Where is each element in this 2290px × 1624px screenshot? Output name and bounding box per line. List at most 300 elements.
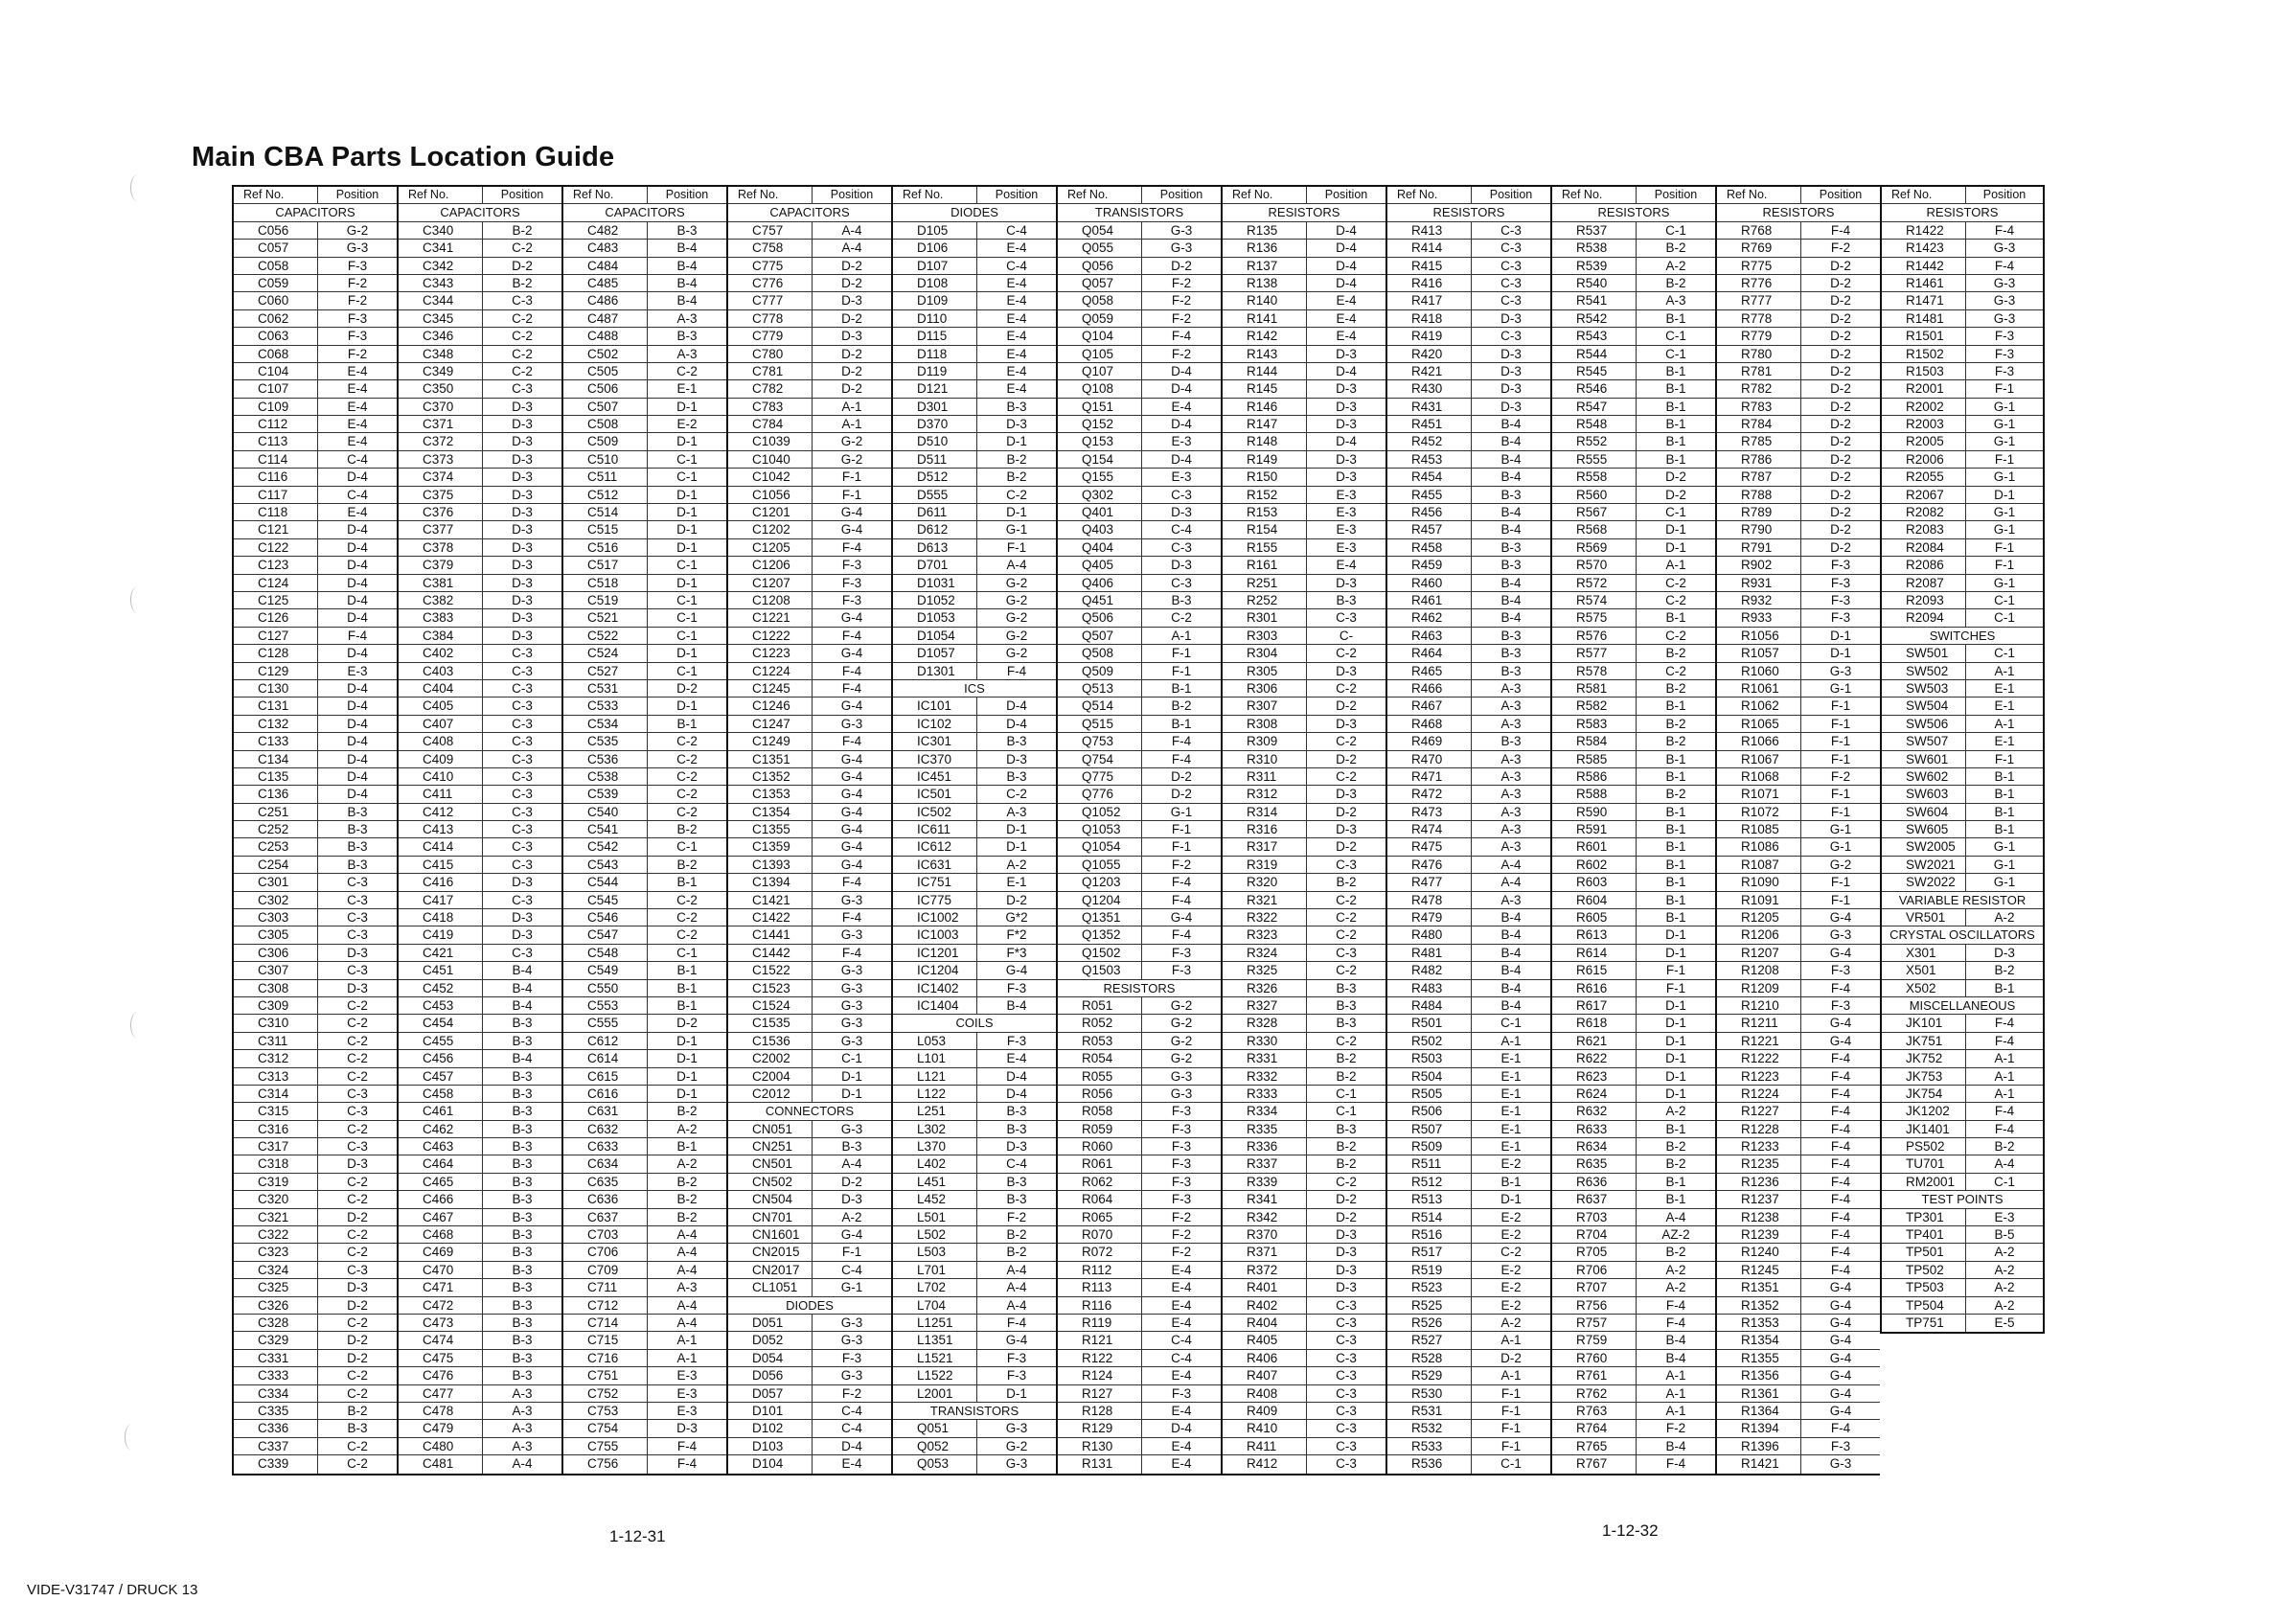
- position: F-3: [1171, 1139, 1192, 1155]
- ref-no: TU701: [1882, 1155, 1966, 1172]
- table-row: [399, 1015, 561, 1032]
- position: F-4: [1994, 222, 2015, 238]
- position: D-2: [1830, 293, 1851, 309]
- position: D-1: [1006, 1385, 1027, 1401]
- position: C-3: [512, 822, 533, 837]
- ref-no: C543: [563, 857, 648, 873]
- parts-column: [726, 185, 891, 1475]
- ref-no: R1066: [1717, 733, 1801, 749]
- position: C-2: [676, 768, 698, 784]
- position: B-4: [676, 275, 698, 290]
- ref-no: R621: [1552, 1033, 1637, 1049]
- ref-no: R789: [1717, 504, 1801, 520]
- ref-no: C125: [234, 592, 318, 608]
- ref-no: C709: [563, 1262, 648, 1278]
- position: F-3: [1006, 1033, 1027, 1048]
- ref-no: JK1202: [1882, 1103, 1966, 1119]
- position: B-4: [1665, 1333, 1686, 1348]
- position: C-2: [1336, 1174, 1357, 1189]
- ref-no: C303: [234, 909, 318, 926]
- table-row: [234, 433, 397, 450]
- table-row: [1223, 363, 1385, 380]
- table-row: [1058, 1015, 1221, 1032]
- table-row: [1058, 1262, 1221, 1279]
- table-row: [728, 1262, 891, 1279]
- ref-no: D370: [893, 416, 977, 432]
- ref-no: R476: [1387, 857, 1472, 873]
- position: A-4: [1006, 558, 1027, 573]
- position: C-3: [512, 734, 533, 749]
- position: D-1: [676, 434, 698, 449]
- table-row: [563, 804, 726, 821]
- table-row: [1552, 504, 1715, 521]
- position: C-1: [1336, 1104, 1357, 1119]
- position: G-2: [1170, 1033, 1193, 1048]
- position: D-3: [347, 1156, 368, 1172]
- table-row: [1387, 821, 1550, 838]
- ref-no: R1364: [1717, 1403, 1801, 1419]
- table-row: [1717, 926, 1880, 944]
- position: G-3: [1170, 1086, 1193, 1101]
- position: F-4: [1006, 663, 1027, 678]
- table-row: [1387, 628, 1550, 645]
- table-row: [563, 1315, 726, 1332]
- ref-no: R061: [1058, 1155, 1142, 1172]
- position: A-2: [841, 1209, 862, 1224]
- position: A-3: [512, 1438, 533, 1453]
- position: C-1: [676, 945, 698, 960]
- position: B-2: [676, 1174, 698, 1189]
- table-row: [893, 962, 1056, 979]
- table-row: [1387, 451, 1550, 469]
- position: D-2: [347, 1297, 368, 1313]
- position: D-2: [841, 275, 862, 290]
- ref-no: CL1051: [728, 1279, 813, 1295]
- position: D-4: [1336, 275, 1357, 290]
- position: C-3: [1500, 329, 1522, 344]
- position: C-2: [676, 734, 698, 749]
- ref-no: R780: [1717, 346, 1801, 362]
- table-row: [1882, 857, 2043, 874]
- ref-no: R420: [1387, 346, 1472, 362]
- ref-no: R512: [1387, 1174, 1472, 1190]
- ref-no: R060: [1058, 1138, 1142, 1155]
- ref-no: C410: [399, 768, 483, 785]
- table-row: [563, 1438, 726, 1455]
- table-row: [1223, 1050, 1385, 1067]
- table-row: [1552, 1174, 1715, 1191]
- ref-no: C467: [399, 1209, 483, 1225]
- position: G-3: [840, 963, 863, 978]
- table-row: [234, 399, 397, 416]
- table-row: [563, 962, 726, 979]
- ref-no: Q056: [1058, 258, 1142, 274]
- ref-no: C715: [563, 1332, 648, 1348]
- table-row: [1058, 275, 1221, 292]
- table-row: [1387, 733, 1550, 750]
- ref-no: R1067: [1717, 751, 1801, 767]
- ref-no: C635: [563, 1174, 648, 1190]
- position: B-3: [512, 1315, 533, 1330]
- parts-column: [1056, 185, 1221, 1475]
- ref-no: L122: [893, 1086, 977, 1102]
- position: B-2: [1336, 875, 1357, 890]
- table-row: [1882, 363, 2043, 380]
- ref-no: R481: [1387, 945, 1472, 961]
- position: C-1: [1665, 329, 1686, 344]
- table-row: [399, 1244, 561, 1261]
- position: F-4: [1006, 1315, 1027, 1330]
- position: D-2: [1830, 258, 1851, 273]
- ref-no: R578: [1552, 663, 1637, 679]
- table-row: [399, 1455, 561, 1473]
- ref-no: Q514: [1058, 698, 1142, 714]
- ref-no: R1351: [1717, 1279, 1801, 1295]
- position: B-3: [512, 1209, 533, 1224]
- table-row: [1717, 592, 1880, 609]
- table-row: [1058, 592, 1221, 609]
- ref-no: R1423: [1882, 240, 1966, 256]
- ref-no: R430: [1387, 380, 1472, 397]
- ref-no: R119: [1058, 1315, 1142, 1331]
- ref-no: R341: [1223, 1191, 1307, 1207]
- ref-no: C547: [563, 926, 648, 943]
- position: E-4: [1006, 381, 1027, 397]
- table-row: [1717, 1068, 1880, 1086]
- table-row: [1223, 504, 1385, 521]
- position: D-3: [347, 945, 368, 960]
- section-heading: [1882, 997, 2043, 1015]
- table-row: [728, 240, 891, 257]
- table-row: [893, 628, 1056, 645]
- position: F-4: [1830, 1192, 1851, 1207]
- position: B-2: [1336, 1139, 1357, 1155]
- position: B-3: [512, 1104, 533, 1119]
- position: B-2: [676, 1192, 698, 1207]
- table-row: [893, 557, 1056, 574]
- position: B-3: [1500, 663, 1522, 678]
- position: G-3: [840, 1016, 863, 1031]
- table-row: [1882, 258, 2043, 275]
- table-row: [1552, 698, 1715, 715]
- position: F-3: [1171, 963, 1192, 978]
- ref-no: L1251: [893, 1315, 977, 1331]
- position: B-3: [1500, 628, 1522, 643]
- position: B-3: [512, 1139, 533, 1155]
- position: A-1: [1500, 1333, 1522, 1348]
- ref-no: SW602: [1882, 768, 1966, 785]
- position: C-2: [347, 1368, 368, 1384]
- table-row: [1552, 575, 1715, 592]
- ref-no: JK753: [1882, 1068, 1966, 1085]
- position: A-1: [1665, 1403, 1686, 1418]
- position: C-3: [1336, 1333, 1357, 1348]
- table-row: [1223, 416, 1385, 433]
- ref-no: SW502: [1882, 663, 1966, 679]
- table-row: [1058, 222, 1221, 240]
- table-row: [1387, 1385, 1550, 1403]
- table-row: [728, 1438, 891, 1455]
- table-row: [1223, 768, 1385, 786]
- ref-no: C308: [234, 980, 318, 996]
- ref-no: R706: [1552, 1262, 1637, 1278]
- position: F-3: [347, 258, 368, 273]
- ref-no: C476: [399, 1367, 483, 1384]
- ref-no: R138: [1223, 275, 1307, 291]
- ref-no: C348: [399, 346, 483, 362]
- ref-no: R786: [1717, 451, 1801, 468]
- ref-no: Q776: [1058, 786, 1142, 802]
- table-row: [1387, 1367, 1550, 1384]
- ref-no: C515: [563, 521, 648, 538]
- ref-no: C1202: [728, 521, 813, 538]
- table-row: [1058, 1350, 1221, 1367]
- table-row: [1882, 1121, 2043, 1138]
- position: D-4: [347, 522, 368, 538]
- ref-no: D054: [728, 1350, 813, 1366]
- table-row: [1552, 751, 1715, 768]
- ref-no: R785: [1717, 433, 1801, 449]
- ref-no: C781: [728, 363, 813, 379]
- ref-no: R560: [1552, 487, 1637, 503]
- section-heading: [399, 204, 561, 221]
- position: D-2: [1830, 399, 1851, 414]
- table-row: [234, 1438, 397, 1455]
- ref-no: R332: [1223, 1068, 1307, 1085]
- ref-no: Q1503: [1058, 962, 1142, 978]
- table-row: [234, 838, 397, 856]
- position: D-4: [1336, 363, 1357, 378]
- table-row: [1552, 557, 1715, 574]
- table-row: [1387, 346, 1550, 363]
- position: D-3: [841, 1192, 862, 1207]
- table-row: [893, 1155, 1056, 1173]
- ref-no: R121: [1058, 1332, 1142, 1348]
- table-row: [728, 1279, 891, 1296]
- position: E-4: [347, 381, 368, 397]
- position: B-4: [1500, 469, 1522, 485]
- position: F-2: [1171, 346, 1192, 361]
- position: D-3: [512, 592, 533, 607]
- ref-no: R762: [1552, 1385, 1637, 1402]
- position: C-2: [1336, 892, 1357, 907]
- ref-no: L1521: [893, 1350, 977, 1366]
- position: D-1: [1665, 539, 1686, 555]
- ref-no: C381: [399, 575, 483, 591]
- position: D-2: [1830, 434, 1851, 449]
- position: D-2: [1500, 1350, 1522, 1365]
- ref-no: C505: [563, 363, 648, 379]
- ref-no: C316: [234, 1121, 318, 1137]
- position: A-3: [1500, 716, 1522, 731]
- section-label: TRANSISTORS: [1094, 205, 1184, 220]
- ref-no: C542: [563, 838, 648, 855]
- ref-no: R617: [1552, 997, 1637, 1014]
- table-row: [1882, 786, 2043, 803]
- ref-no: R402: [1223, 1297, 1307, 1314]
- position-header: Position: [995, 188, 1039, 201]
- ref-no: C1247: [728, 716, 813, 732]
- position: D-4: [347, 646, 368, 661]
- ref-no: R1394: [1717, 1420, 1801, 1436]
- table-row: [1387, 557, 1550, 574]
- ref-no: C062: [234, 310, 318, 327]
- table-row: [1223, 380, 1385, 398]
- table-row: [1717, 1403, 1880, 1420]
- ref-no: R130: [1058, 1438, 1142, 1454]
- table-row: [1058, 680, 1221, 698]
- ref-no: Q051: [893, 1420, 977, 1436]
- position: A-3: [1006, 804, 1027, 819]
- position: G-1: [1993, 839, 2016, 855]
- ref-no: IC370: [893, 751, 977, 767]
- position: B-3: [1336, 1016, 1357, 1031]
- position: A-1: [676, 1333, 698, 1348]
- position: D-2: [1171, 258, 1192, 273]
- table-row: [399, 1209, 561, 1226]
- ref-no: R775: [1717, 258, 1801, 274]
- position: D-4: [1336, 240, 1357, 256]
- position: D-2: [1336, 698, 1357, 714]
- ref-no: R465: [1387, 663, 1472, 679]
- ref-no: R1239: [1717, 1226, 1801, 1243]
- position: C-3: [1336, 1456, 1357, 1472]
- ref-no: C411: [399, 786, 483, 802]
- position: D-3: [512, 469, 533, 485]
- ref-no: C315: [234, 1103, 318, 1119]
- ref-no: C133: [234, 733, 318, 749]
- table-row: [1717, 346, 1880, 363]
- position: D-3: [1994, 945, 2015, 960]
- position: F-4: [1171, 875, 1192, 890]
- ref-no: R322: [1223, 909, 1307, 926]
- ref-no: L451: [893, 1174, 977, 1190]
- ref-no: R538: [1552, 240, 1637, 256]
- ref-no: C343: [399, 275, 483, 291]
- table-row: [1552, 1209, 1715, 1226]
- ref-no-header: Ref No.: [1223, 187, 1307, 203]
- table-row: [1058, 909, 1221, 926]
- position: B-1: [1665, 910, 1686, 926]
- position: C-3: [512, 892, 533, 907]
- ref-no: C129: [234, 663, 318, 679]
- position: B-1: [1500, 1174, 1522, 1189]
- position: G-3: [840, 1315, 863, 1330]
- position: C-2: [347, 1315, 368, 1330]
- position: A-2: [1994, 910, 2015, 926]
- table-row: [1882, 575, 2043, 592]
- table-row: [1552, 1121, 1715, 1138]
- position: D-2: [1830, 363, 1851, 378]
- position: F-4: [1994, 1033, 2015, 1048]
- table-row: [1223, 698, 1385, 715]
- position: C-2: [676, 927, 698, 943]
- ref-no: R1205: [1717, 909, 1801, 926]
- position: F-4: [1171, 329, 1192, 344]
- table-row: [1882, 275, 2043, 292]
- table-row: [1552, 1138, 1715, 1155]
- position: C-2: [1665, 628, 1686, 643]
- table-row: [1058, 1244, 1221, 1261]
- position: C-2: [347, 1227, 368, 1243]
- table-row: [728, 1138, 891, 1155]
- position: D-3: [841, 293, 862, 309]
- position: G-4: [1829, 1403, 1852, 1418]
- position: B-2: [1006, 1245, 1027, 1260]
- ref-no: R1356: [1717, 1367, 1801, 1384]
- ref-no: D301: [893, 399, 977, 415]
- position: B-3: [512, 1156, 533, 1172]
- ref-no: R779: [1717, 328, 1801, 344]
- ref-no: R112: [1058, 1262, 1142, 1278]
- ref-no-header: Ref No.: [1058, 187, 1142, 203]
- table-row: [893, 1455, 1056, 1473]
- ref-no: R1228: [1717, 1121, 1801, 1137]
- ref-no: C706: [563, 1244, 648, 1260]
- table-row: [1882, 1033, 2043, 1050]
- position: G-3: [1829, 927, 1852, 943]
- ref-no: Q451: [1058, 592, 1142, 608]
- table-row: [234, 997, 397, 1015]
- table-row: [1552, 380, 1715, 398]
- position: G-1: [1993, 434, 2016, 449]
- ref-no: C122: [234, 539, 318, 556]
- table-row: [893, 716, 1056, 733]
- ref-no: C1524: [728, 997, 813, 1014]
- ref-no: R536: [1387, 1455, 1472, 1473]
- ref-no: R637: [1552, 1191, 1637, 1207]
- ref-no: C519: [563, 592, 648, 608]
- table-row: [563, 1015, 726, 1032]
- ref-no: R335: [1223, 1121, 1307, 1137]
- section-heading: [234, 204, 397, 221]
- ref-no: R1481: [1882, 310, 1966, 327]
- table-row: [563, 380, 726, 398]
- ref-no: R484: [1387, 997, 1472, 1014]
- table-row: [234, 1403, 397, 1420]
- position: B-2: [1665, 787, 1686, 802]
- position: C-1: [676, 592, 698, 607]
- table-row: [1223, 1350, 1385, 1367]
- position: D-3: [1336, 822, 1357, 837]
- table-row: [1058, 557, 1221, 574]
- ref-no: SW503: [1882, 680, 1966, 697]
- ref-no: R502: [1387, 1033, 1472, 1049]
- ref-no: R590: [1552, 804, 1637, 820]
- table-row: [1223, 1015, 1385, 1032]
- ref-no: D612: [893, 521, 977, 538]
- table-row: [1387, 698, 1550, 715]
- table-row: [1882, 1086, 2043, 1103]
- ref-no: C1351: [728, 751, 813, 767]
- position: G-4: [840, 698, 863, 714]
- position: D-1: [676, 487, 698, 502]
- position: E-4: [1336, 310, 1357, 326]
- position: D-3: [512, 487, 533, 502]
- ref-no: R1503: [1882, 363, 1966, 379]
- table-row: [728, 292, 891, 309]
- ref-no: C555: [563, 1015, 648, 1031]
- ref-no: Q151: [1058, 399, 1142, 415]
- table-row: [728, 1455, 891, 1473]
- section-heading: [893, 1015, 1056, 1032]
- ref-no: JK754: [1882, 1086, 1966, 1102]
- position: D-4: [347, 592, 368, 607]
- position: F-4: [841, 539, 862, 555]
- ref-no: C309: [234, 997, 318, 1014]
- ref-no-header: Ref No.: [1387, 187, 1472, 203]
- column-header-row: [893, 187, 1056, 204]
